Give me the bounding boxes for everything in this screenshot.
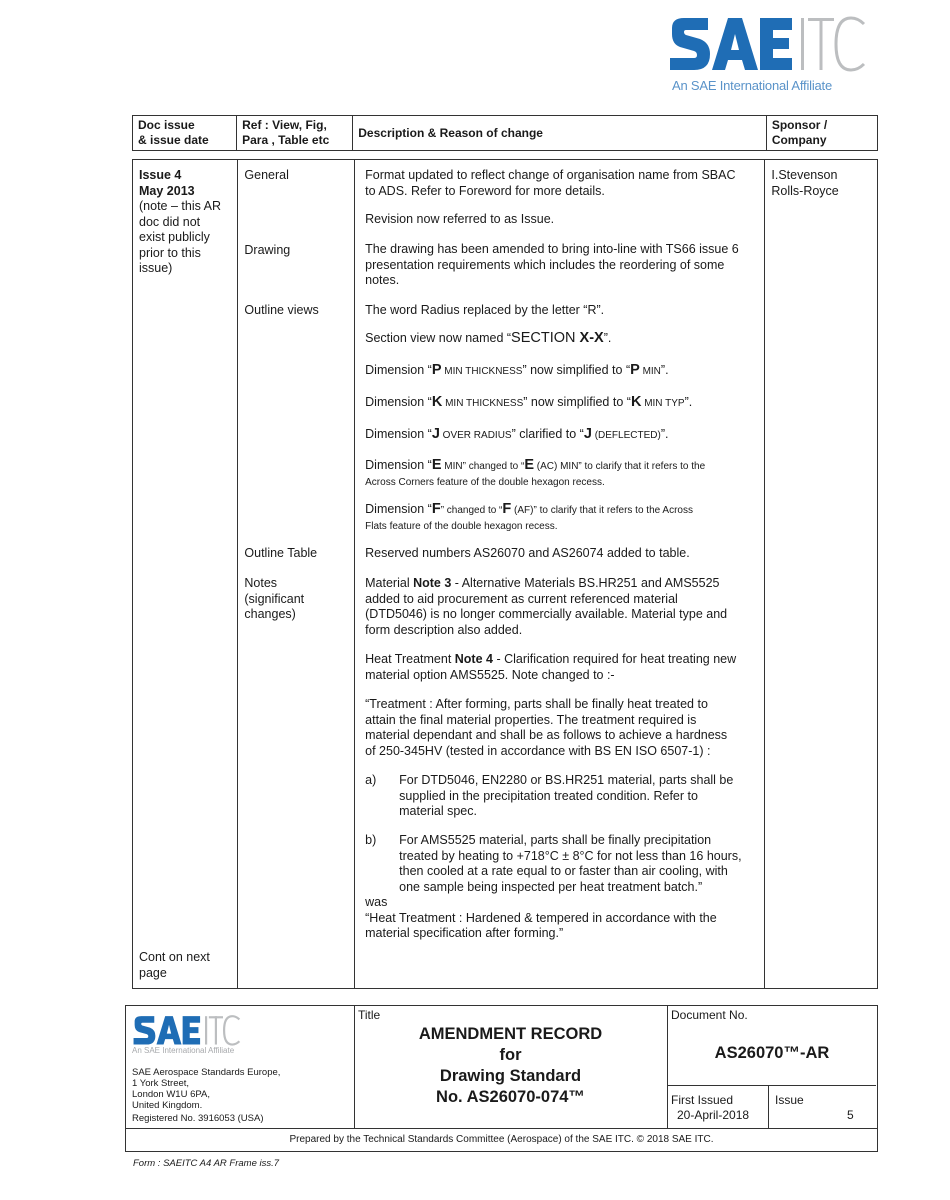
issue-note: (note – this AR (139, 199, 221, 213)
registered-number: Registered No. 3916053 (USA) (132, 1113, 264, 1124)
saeitc-logo (668, 14, 868, 100)
desc-radius: The word Radius replaced by the letter “R”. (365, 303, 605, 317)
issue-date: May 2013 (139, 183, 195, 198)
header-description: Description & Reason of change (353, 116, 767, 151)
title-block-company (126, 1006, 355, 1128)
ref-outline-table: Outline Table (244, 546, 318, 560)
issue-note: exist publicly (139, 230, 210, 244)
title-block-docinfo (667, 1006, 877, 1128)
desc-revision: Revision now referred to as Issue. (365, 212, 555, 226)
header-ref: Ref : View, Fig, Para , Table etc (237, 116, 353, 151)
column-header-table (132, 115, 878, 151)
desc-table: Reserved numbers AS26070 and AS26074 added to table. (365, 546, 690, 560)
saeitc-logo-mark (668, 14, 868, 80)
sponsor-company: Rolls-Royce (771, 183, 839, 198)
ref-drawing: Drawing (244, 243, 291, 257)
document-number: AS26070™-AR (714, 1044, 830, 1062)
desc-general: Format updated to reflect change of organisation name from SBAC to ADS. Refer to Foreword for more details. (365, 168, 736, 198)
desc-drawing: The drawing has been amended to bring into-line with TS66 issue 6 presentation requirements which includes the reordering of some notes. (365, 242, 739, 287)
issue-note: issue) (139, 261, 173, 275)
desc-dim-j: Dimension “J OVER RADIUS” clarified to “J (DEFLECTED)”. (365, 426, 669, 442)
document-number-label: Document No. (671, 1008, 748, 1022)
issue-value: 5 (847, 1108, 854, 1122)
desc-old-text: was “Heat Treatment : Hardened & tempered in accordance with the material specification after forming.” (365, 895, 717, 940)
prepared-by: Prepared by the Technical Standards Committee (Aerospace) of the SAE ITC. © 2018 SAE ITC. (126, 1128, 877, 1152)
header-doc-issue: Doc issue & issue date (133, 116, 237, 151)
first-issued-date: 20-April-2018 (677, 1108, 750, 1122)
ref-column (238, 160, 355, 989)
title-block-title (354, 1006, 668, 1128)
desc-quote: “Treatment : After forming, parts shall be finally heat treated to attain the final material properties. The treatment required is material dependant and shall be as follows to achieve a hardness of 250-345HV (tested in accordance with BS EN ISO 6507-1) : (365, 697, 728, 758)
footer-logo (132, 1014, 242, 1050)
document-title: AMENDMENT RECORD for Drawing Standard No. AS26070-074™ (418, 1025, 603, 1106)
issue-column (133, 160, 238, 989)
header-sponsor: Sponsor / Company (766, 116, 877, 151)
desc-dim-e: Dimension “E MIN” changed to “E (AC) MIN” to clarify that it refers to the Across Corners feature of the double hexagon recess. (365, 457, 706, 488)
title-block (125, 1005, 878, 1152)
issue-info (667, 1085, 876, 1129)
title-label: Title (358, 1008, 381, 1022)
description-column (355, 160, 765, 989)
form-id: Form : SAEITC A4 AR Frame iss.7 (133, 1158, 280, 1169)
desc-dim-f: Dimension “F” changed to “F (AF)” to clarify that it refers to the Across Flats feature of the double hexagon recess. (365, 501, 693, 532)
sponsor-name: I.Stevenson (771, 168, 838, 182)
footer-logo-affiliate: An SAE International Affiliate (132, 1046, 235, 1055)
issue-note: doc did not (139, 214, 201, 229)
issue-note: prior to this (139, 245, 201, 260)
desc-dim-k: Dimension “K MIN THICKNESS” now simplified to “K MIN TYP”. (365, 394, 693, 410)
company-address: SAE Aerospace Standards Europe, 1 York Street, London W1U 6PA, United Kingdom. (132, 1067, 281, 1111)
desc-item-a: a) For DTD5046, EN2280 or BS.HR251 material, parts shall be supplied in the precipitation treated condition. Refer to material spec. (365, 773, 734, 818)
continued-note: Cont on next page (139, 950, 210, 980)
desc-item-b: b) For AMS5525 material, parts shall be finally precipitation treated by heating to +718°C ± 8°C for not less than 16 hours, then cooled at a rate equal to or faster than air cooling, with one sample being inspected per heat treatment batch.” (365, 833, 742, 894)
desc-note3: Material Note 3 - Alternative Materials BS.HR251 and AMS5525 added to aid procurement as current referenced material (DTD5046) is no longer commercially available. Material type and form description also added. (365, 576, 728, 637)
ref-general: General (244, 168, 289, 182)
ref-notes: Notes (significant changes) (244, 576, 305, 621)
issue-number: Issue 4 (139, 168, 182, 182)
logo-affiliate-text: An SAE International Affiliate (672, 78, 832, 93)
sponsor-column (765, 160, 878, 989)
first-issued-label: First Issued (671, 1093, 734, 1107)
desc-section: Section view now named “SECTION X-X”. (365, 330, 612, 346)
amendment-body-table (132, 159, 878, 989)
desc-note4: Heat Treatment Note 4 - Clarification required for heat treating new material option AMS5525. Note changed to :- (365, 652, 737, 682)
ref-outline-views: Outline views (244, 303, 319, 317)
desc-dim-p: Dimension “P MIN THICKNESS” now simplified to “P MIN”. (365, 362, 669, 378)
issue-label: Issue (775, 1093, 804, 1107)
